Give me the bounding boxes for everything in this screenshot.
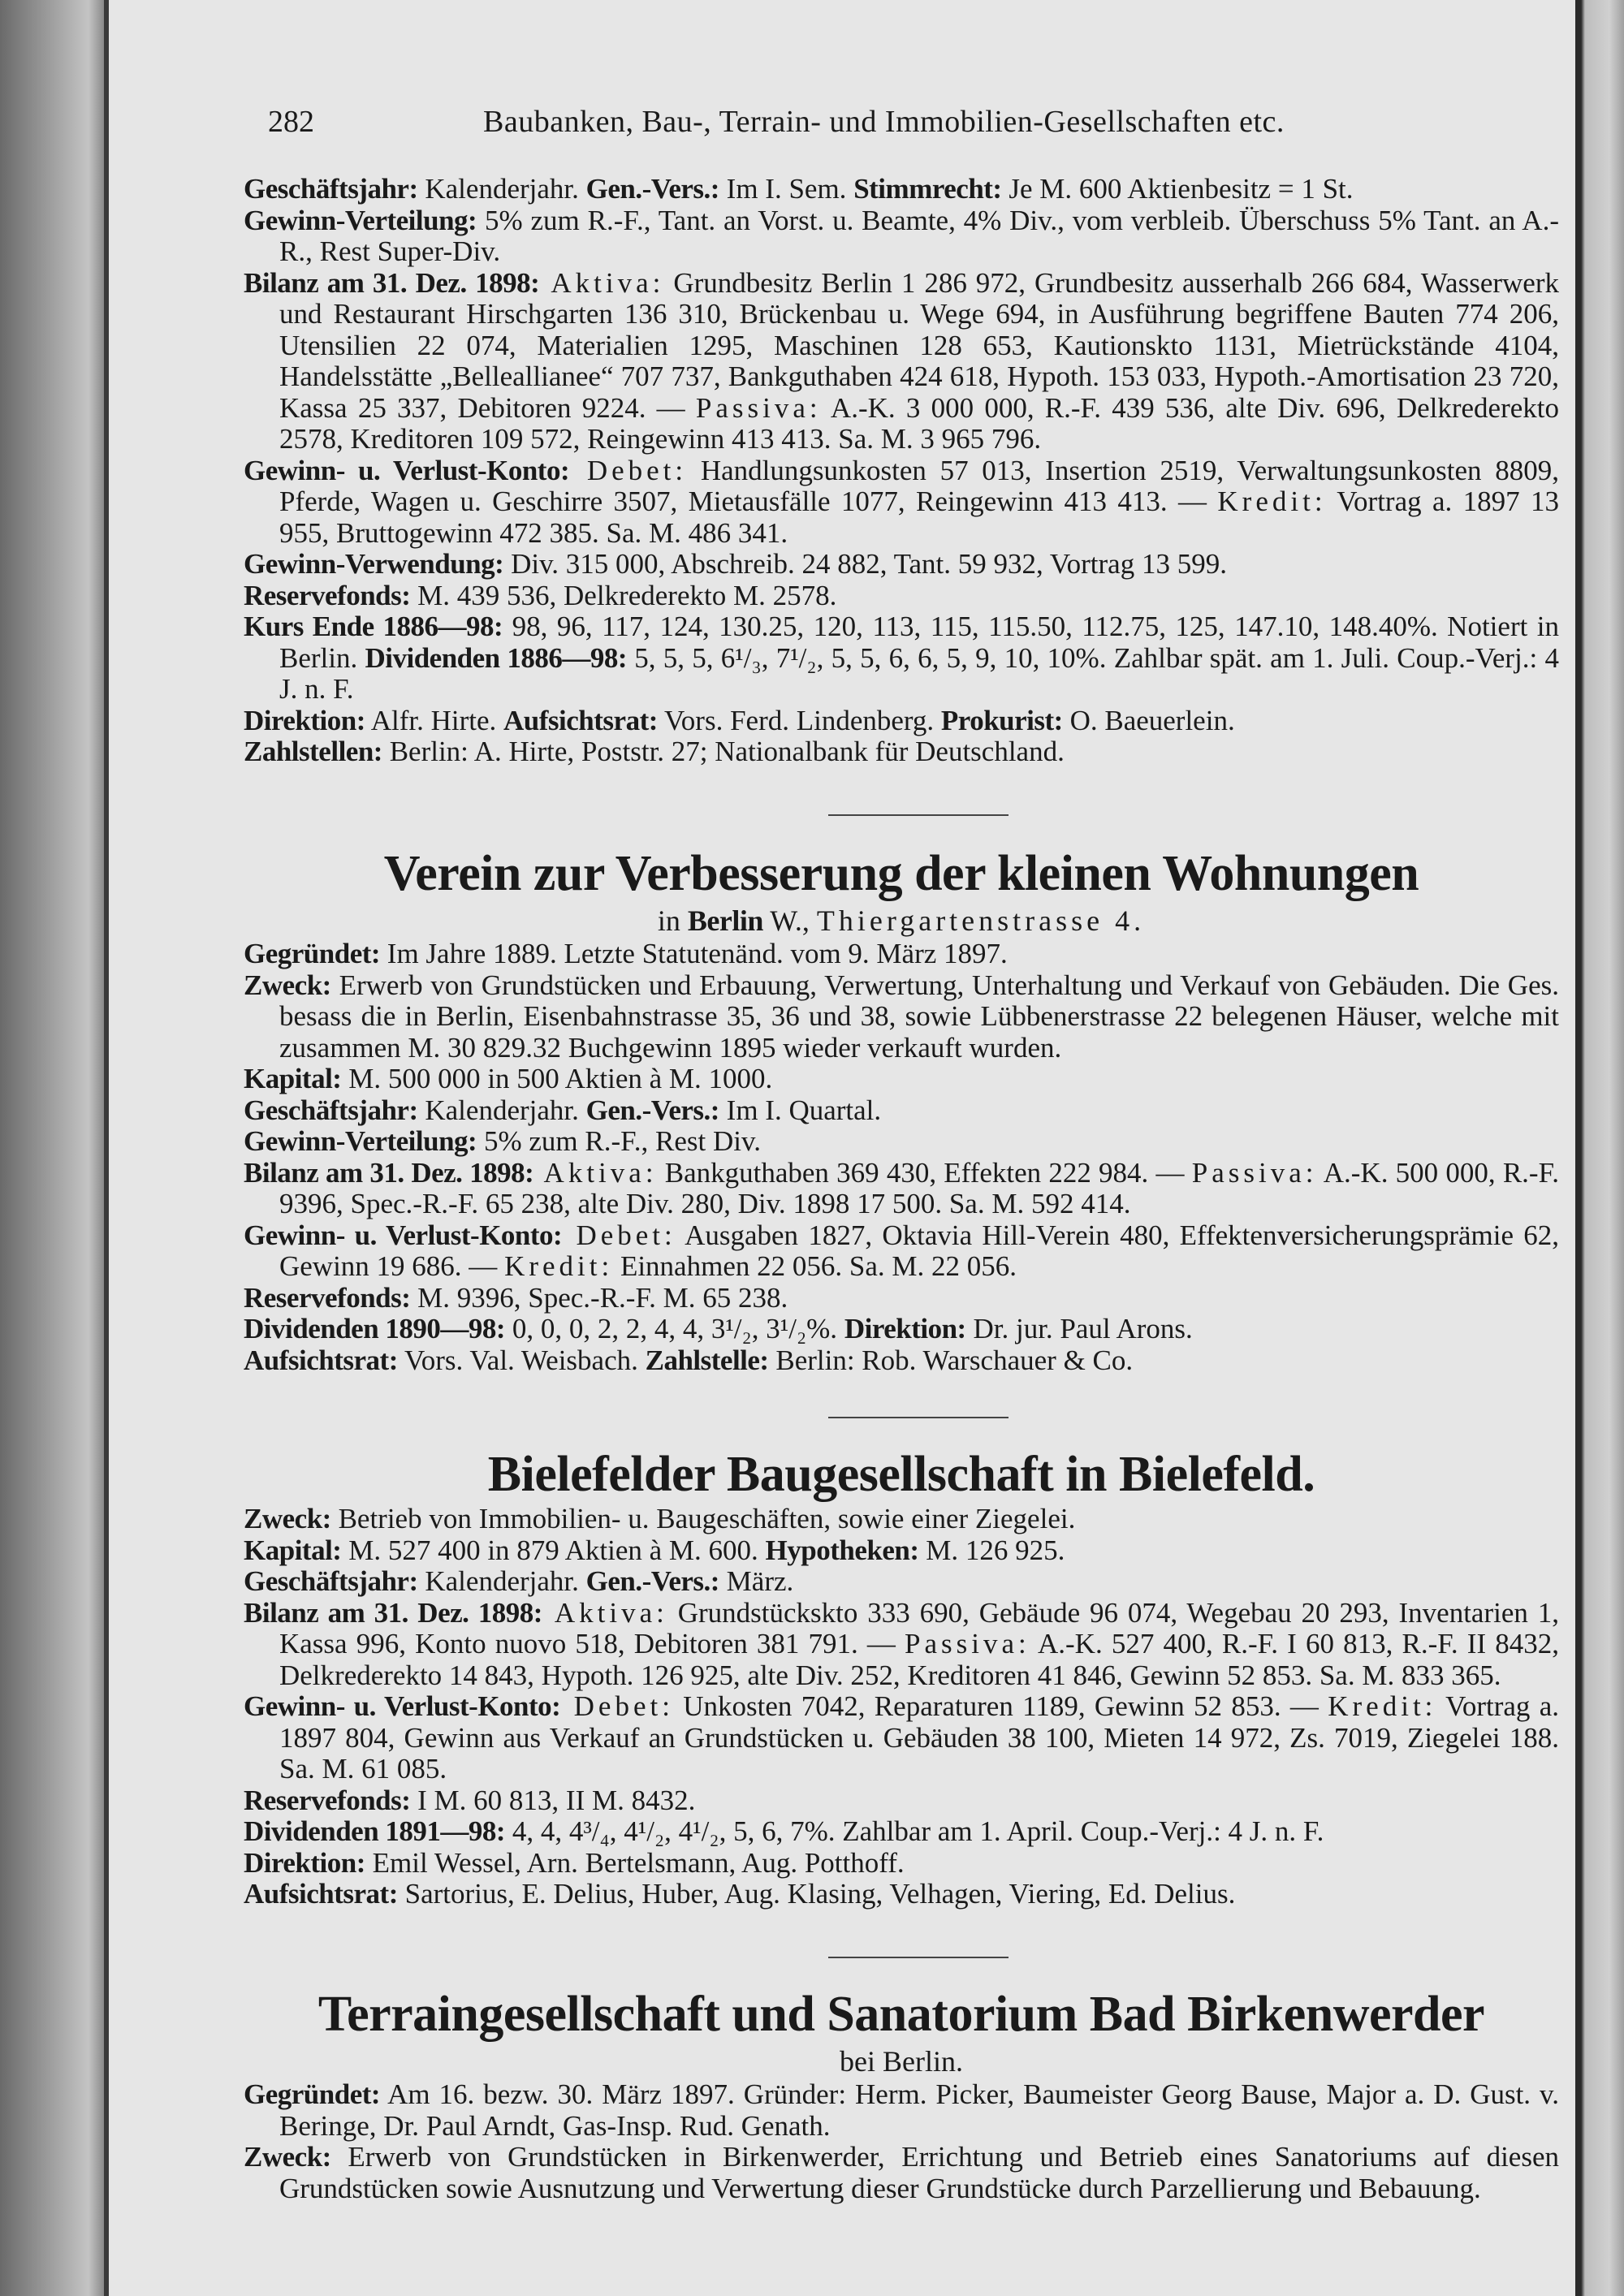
spaced-label: Thiergartenstrasse 4. (816, 904, 1146, 937)
field-label: Dividenden 1886—98: (365, 641, 628, 674)
field-label: Gegründet: (244, 2078, 381, 2110)
field-text: Bankguthaben 369 430, Effekten 222 984. — (657, 1156, 1192, 1189)
entry-paragraph (244, 1879, 1559, 1910)
field-label: Dividenden 1891—98: (244, 1815, 506, 1847)
field-label: Aufsichtsrat: (244, 1878, 398, 1910)
field-text: März. (719, 1565, 794, 1597)
field-label: Gen.-Vers.: (585, 174, 719, 205)
entry-paragraph (244, 268, 1559, 455)
entry-paragraph (244, 1816, 1559, 1848)
section-divider (828, 814, 1009, 816)
entry-paragraph (244, 1064, 1559, 1095)
field-label: Zahlstelle: (645, 1344, 769, 1376)
field-text: 5% zum R.-F., Rest Div. (477, 1125, 761, 1157)
field-text: Vortrag a. 1897 804, Gewinn aus Verkauf an Grundstücken u. Gebäuden 38 100, Mieten 14 972, Zs. 7019, Ziegelei 188. Sa. M. 61 085. (279, 1690, 1560, 1785)
field-text: Div. 315 000, Abschreib. 24 882, Tant. 59 932, Vortrag 13 599. (503, 548, 1227, 580)
field-label: Reservefonds: (244, 1281, 411, 1314)
company-entry-continued (244, 174, 1575, 768)
field-text: M. 500 000 in 500 Aktien à M. 1000. (341, 1063, 773, 1094)
page-number: 282 (268, 105, 314, 139)
field-text: 4, 4, 4³/₄, 4¹/₂, 4¹/₂, 5, 6, 7%. Zahlbar am 1. April. Coup.-Verj.: 4 J. n. F. (505, 1815, 1324, 1847)
spaced-label: Kredit: (1217, 486, 1327, 517)
field-label: Gegründet: (244, 938, 381, 969)
entry-paragraph (244, 1283, 1559, 1314)
spaced-label: Passiva: (695, 391, 822, 424)
entry-paragraph (244, 1504, 1559, 1535)
section-divider (828, 1417, 1009, 1418)
field-text: I M. 60 813, II M. 8432. (410, 1784, 696, 1816)
field-label: Bilanz am 31. Dez. 1898: (244, 266, 540, 299)
field-label: Gewinn- u. Verlust-Konto: (244, 454, 570, 486)
field-label: Zweck: (244, 2141, 331, 2173)
field-text: Einnahmen 22 056. Sa. M. 22 056. (613, 1250, 1017, 1282)
field-label: Geschäftsjahr: (244, 174, 418, 205)
entry-list (244, 1504, 1559, 1910)
spaced-label: Debet: (569, 454, 688, 486)
field-text: Alfr. Hirte. (365, 704, 504, 736)
field-label: Direktion: (244, 1846, 365, 1879)
field-label: Stimmrecht: (853, 174, 1002, 205)
scan-right-edge (1575, 0, 1624, 2296)
entry-paragraph (244, 1314, 1559, 1345)
field-text: Emil Wessel, Arn. Bertelsmann, Aug. Potthoff. (365, 1846, 905, 1879)
field-text: M. 126 925. (918, 1534, 1065, 1566)
field-label: Gen.-Vers.: (585, 1094, 719, 1126)
entry-paragraph (244, 939, 1559, 970)
field-label: Aufsichtsrat: (503, 704, 658, 736)
field-text: Vors. Val. Weisbach. (397, 1344, 646, 1376)
field-text: Kalenderjahr. (417, 174, 586, 205)
company-location (244, 903, 1559, 939)
entry-paragraph (244, 1158, 1559, 1220)
field-label: Geschäftsjahr: (244, 1565, 418, 1597)
spaced-label: Passiva: (905, 1628, 1030, 1659)
field-label: Geschäftsjahr: (244, 1094, 418, 1126)
field-text: 98, 96, 117, 124, 130.25, 120, 113, 115, 115.50, 112.75, 125, 147.10, 148.40%. Notiert in Berlin. (279, 611, 1559, 674)
field-text: M. 9396, Spec.-R.-F. M. 65 238. (410, 1281, 788, 1314)
company-title: Verein zur Verbesserung der kleinen Wohnungen (383, 846, 1419, 901)
scan-binding-edge (104, 0, 109, 2296)
field-text: O. Baeuerlein. (1062, 704, 1235, 736)
entry-list (244, 174, 1559, 768)
company-entry-bielefelder-baugesellschaft (244, 1445, 1575, 1910)
spaced-label: Aktiva: (539, 266, 665, 299)
field-text: Kalenderjahr. (417, 1094, 586, 1126)
field-text: Sartorius, E. Delius, Huber, Aug. Klasing, Velhagen, Viering, Ed. Delius. (397, 1878, 1236, 1910)
field-text: Betrieb von Immobilien- u. Baugeschäften, sowie einer Ziegelei. (330, 1503, 1076, 1534)
field-label: Direktion: (844, 1313, 966, 1344)
field-text: 5% zum R.-F., Tant. an Vorst. u. Beamte, 4% Div., vom verbleib. Überschuss 5% Tant. an A.-R., Rest Super-Div. (279, 204, 1559, 267)
field-label: Gewinn-Verwendung: (244, 548, 504, 580)
spaced-label: Kredit: (1328, 1690, 1437, 1722)
field-text: Vors. Ferd. Lindenberg. (657, 704, 941, 736)
field-text: in (657, 904, 688, 937)
field-text: Im I. Quartal. (719, 1094, 882, 1126)
field-text: Am 16. bezw. 30. März 1897. Gründer: Herm. Picker, Baumeister Georg Bause, Major a. D. Gust. v. Beringe, Dr. Paul Arndt, Gas-Insp. Rud. Genath. (279, 2078, 1559, 2142)
field-text: Berlin: Rob. Warschauer & Co. (768, 1344, 1134, 1376)
field-text: Erwerb von Grundstücken in Birkenwerder, Errichtung und Betrieb eines Sanatoriums auf diesen Grundstücken sowie Ausnutzung und Verwertung dieser Grundstücke durch Parzellierung und Bebauung. (279, 2141, 1559, 2204)
entry-paragraph (244, 1848, 1559, 1880)
scan-left-margin (0, 0, 104, 2296)
entry-paragraph (244, 970, 1559, 1064)
field-text: M. 439 536, Delkrederekto M. 2578. (410, 579, 837, 611)
entry-list (244, 2079, 1559, 2204)
field-label: Berlin (687, 904, 763, 937)
entry-paragraph (244, 706, 1559, 737)
field-text: Berlin: A. Hirte, Poststr. 27; Nationalbank für Deutschland. (382, 736, 1065, 767)
field-label: Gewinn-Verteilung: (244, 1125, 477, 1157)
field-text: W., (762, 904, 817, 937)
entry-paragraph (244, 1345, 1559, 1377)
field-text: Je M. 600 Aktienbesitz = 1 St. (1001, 174, 1354, 205)
spaced-label: Aktiva: (542, 1596, 668, 1629)
field-label: Gewinn-Verteilung: (244, 204, 477, 236)
company-entry-bad-birkenwerder (244, 1985, 1575, 2204)
spaced-label: Aktiva: (533, 1156, 658, 1189)
field-label: Reservefonds: (244, 1784, 411, 1816)
field-text: Grundstückskto 333 690, Gebäude 96 074, Wegebau 20 293, Inventarien 1, Kassa 996, Konto nuovo 518, Debitoren 381 791. — (279, 1596, 1559, 1659)
field-text: Grundbesitz Berlin 1 286 972, Grundbesitz ausserhalb 266 684, Wasserwerk und Restaurant Hirschgarten 136 310, Brückenbau u. Wege 694, in Ausführung begriffene Bauten 774 206, Utensilien 22 074, Materialien 1295, Maschinen 128 653, Kautionskto 1131, Mietrückstände 4104, Handelsstätte „Belleallianee“ 707 737, Bankguthaben 424 618, Hypoth. 153 033, Hypoth.-Amortisation 23 720, Kassa 25 337, Debitoren 9224. — (279, 266, 1559, 424)
section-divider (828, 1957, 1009, 1958)
field-label: Zweck: (244, 1503, 331, 1534)
field-label: Bilanz am 31. Dez. 1898: (244, 1596, 542, 1629)
field-text: Im I. Sem. (719, 174, 854, 205)
field-label: Dividenden 1890—98: (244, 1313, 506, 1344)
field-text: A.-K. 500 000, R.-F. 9396, Spec.-R.-F. 65 238, alte Div. 280, Div. 1898 17 500. Sa. M. 592 414. (279, 1156, 1559, 1219)
field-label: Gen.-Vers.: (585, 1565, 719, 1597)
field-text: Ausgaben 1827, Oktavia Hill-Verein 480, Effektenversicherungsprämie 62, Gewinn 19 686. — (279, 1219, 1560, 1282)
field-label: Aufsichtsrat: (244, 1344, 398, 1376)
field-label: Direktion: (244, 704, 365, 736)
spaced-label: Debet: (562, 1219, 676, 1251)
field-label: Hypotheken: (765, 1534, 919, 1566)
company-entry-verein-wohnungen (244, 844, 1575, 1376)
field-text: M. 527 400 in 879 Aktien à M. 600. (341, 1534, 766, 1566)
field-text: Im Jahre 1889. Letzte Statutenänd. vom 9. März 1897. (380, 938, 1008, 969)
entry-paragraph (244, 1691, 1559, 1785)
entry-paragraph (244, 2142, 1559, 2204)
spaced-label: Passiva: (1191, 1156, 1318, 1189)
field-text: Handlungsunkosten 57 013, Insertion 2519, Verwaltungsunkosten 8809, Pferde, Wagen u. Geschirre 3507, Mietausfälle 1077, Reingewinn 413 413. — (279, 454, 1560, 517)
field-text: A.-K. 3 000 000, R.-F. 439 536, alte Div. 696, Delkrederekto 2578, Kreditoren 109 572, Reingewinn 413 413. Sa. M. 3 965 796. (279, 391, 1559, 455)
spaced-label: Kredit: (504, 1250, 614, 1282)
field-label: Gewinn- u. Verlust-Konto: (244, 1690, 561, 1722)
field-text: bei Berlin. (840, 2045, 963, 2078)
entry-paragraph (244, 1126, 1559, 1158)
field-text: Kalenderjahr. (417, 1565, 586, 1597)
field-label: Kapital: (244, 1534, 342, 1566)
entry-paragraph (244, 1785, 1559, 1817)
entry-paragraph (244, 2079, 1559, 2142)
field-label: Zahlstellen: (244, 736, 382, 767)
entry-paragraph (244, 549, 1559, 580)
company-title: Terraingesellschaft und Sanatorium Bad Birkenwerder (317, 1987, 1485, 2042)
entry-paragraph (244, 455, 1559, 550)
entry-paragraph (244, 1535, 1559, 1567)
company-title: Bielefelder Baugesellschaft in Bielefeld. (487, 1447, 1315, 1502)
company-location (244, 2044, 1559, 2079)
field-label: Prokurist: (940, 704, 1063, 736)
field-text: Erwerb von Grundstücken und Erbauung, Verwertung, Unterhaltung und Verkauf von Gebäuden. Die Ges. besass die in Berlin, Eisenbahnstrasse 35, 36 und 38, sowie Lübbenerstrasse 22 belegenen Häuser, welche mit zusammen M. 30 829.32 Buchgewinn 1895 wieder verkauft wurden. (279, 969, 1559, 1064)
entry-list (244, 939, 1559, 1376)
running-title: Baubanken, Bau-, Terrain- und Immobilien-Gesellschaften etc. (483, 105, 1285, 139)
field-text: 0, 0, 0, 2, 2, 4, 4, 3¹/₂, 3¹/₂%. (505, 1313, 844, 1344)
field-text: 5, 5, 5, 6¹/₃, 7¹/₂, 5, 5, 6, 6, 5, 9, 10, 10%. Zahlbar spät. am 1. Juli. Coup.-Verj.: 4 J. n. F. (279, 641, 1559, 705)
entry-paragraph (244, 174, 1559, 205)
field-text: Vortrag a. 1897 13 955, Bruttogewinn 472 385. Sa. M. 486 341. (279, 486, 1559, 549)
entry-paragraph (244, 1095, 1559, 1127)
field-text: Unkosten 7042, Reparaturen 1189, Gewinn 52 853. — (673, 1690, 1328, 1722)
field-text: A.-K. 527 400, R.-F. I 60 813, R.-F. II 8432, Delkrederekto 14 843, Hypoth. 126 925, alte Div. 252, Kreditoren 41 846, Gewinn 52 853. Sa. M. 833 365. (279, 1628, 1559, 1691)
field-label: Gewinn- u. Verlust-Konto: (244, 1219, 563, 1251)
field-label: Kapital: (244, 1063, 342, 1094)
field-label: Zweck: (244, 969, 331, 1001)
entry-paragraph (244, 1598, 1559, 1692)
field-text: Dr. jur. Paul Arons. (965, 1313, 1193, 1344)
entry-paragraph (244, 736, 1559, 768)
spaced-label: Debet: (560, 1690, 674, 1722)
entry-paragraph (244, 611, 1559, 706)
entry-paragraph (244, 580, 1559, 612)
field-label: Bilanz am 31. Dez. 1898: (244, 1156, 534, 1189)
entry-paragraph (244, 1566, 1559, 1598)
field-label: Reservefonds: (244, 579, 411, 611)
entry-paragraph (244, 205, 1559, 268)
field-label: Kurs Ende 1886—98: (244, 611, 503, 642)
entry-paragraph (244, 1220, 1559, 1283)
